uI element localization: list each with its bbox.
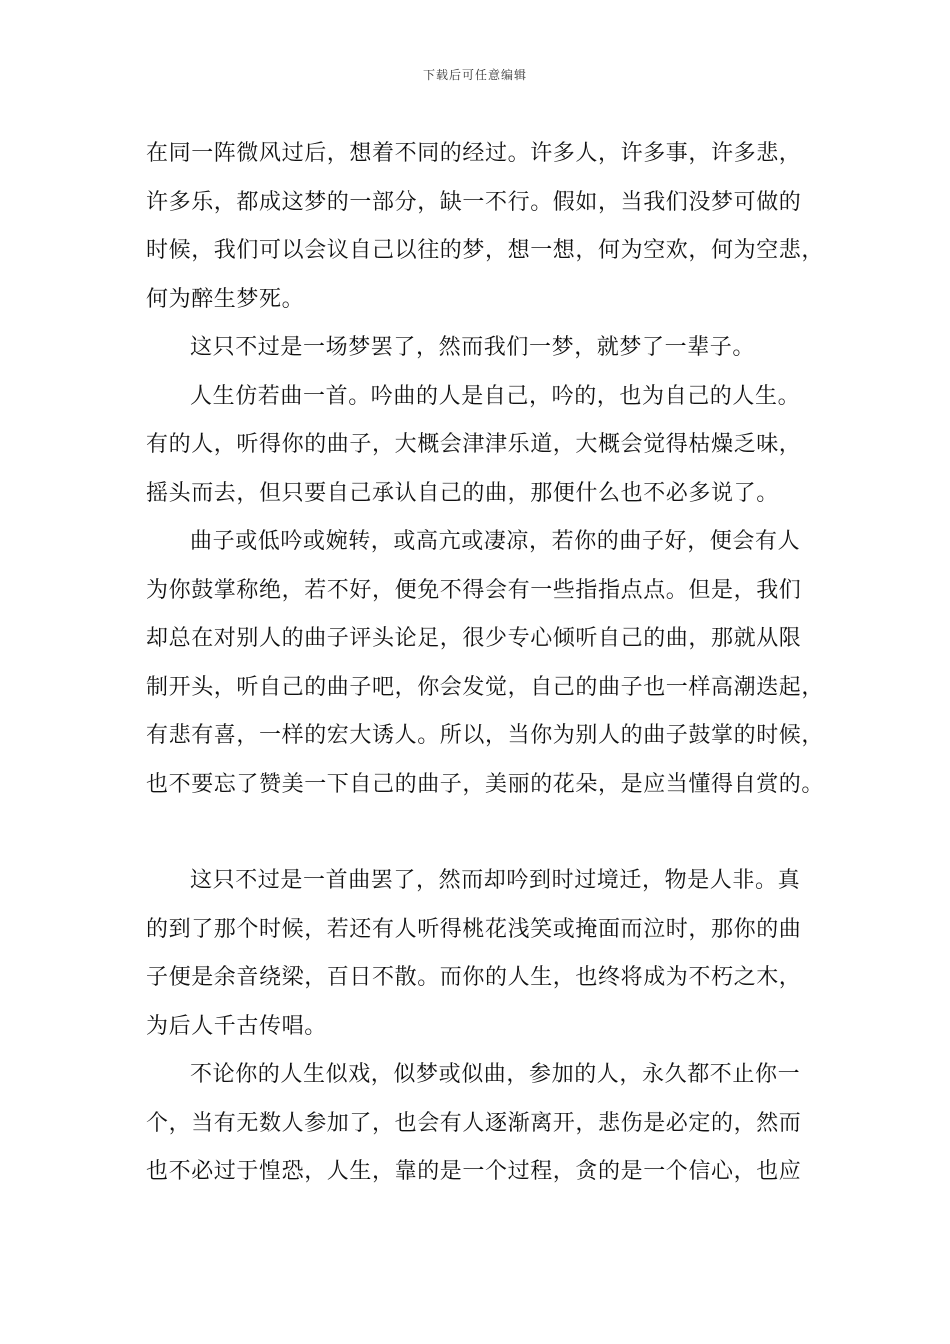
text-line: 为你鼓掌称绝，若不好，便免不得会有一些指指点点。但是，我们 <box>146 577 802 603</box>
text-line: 有的人，听得你的曲子，大概会津津乐道，大概会觉得枯燥乏味， <box>146 432 802 457</box>
text-line: 曲子或低吟或婉转，或高亢或凄凉，若你的曲子好，便会有人 <box>190 529 801 554</box>
document-body <box>146 130 825 1197</box>
text-line: 这只不过是一首曲罢了，然而却吟到时过境迁，物是人非。真 <box>190 868 801 893</box>
text-line: 不论你的人生似戏，似梦或似曲，参加的人，永久都不止你一 <box>190 1062 801 1087</box>
text-line: 也不必过于惶恐，人生，靠的是一个过程，贪的是一个信心，也应 <box>146 1159 802 1184</box>
text-line: 却总在对别人的曲子评头论足，很少专心倾听自己的曲，那就从限 <box>146 626 802 651</box>
text-line: 何为醉生梦死。 <box>146 286 305 312</box>
text-line: 个，当有无数人参加了，也会有人逐渐离开，悲伤是必定的，然而 <box>146 1110 802 1136</box>
paragraph-gap <box>146 809 812 857</box>
text-line: 人生仿若曲一首。吟曲的人是自己，吟的，也为自己的人生。 <box>190 383 801 409</box>
text-line: 许多乐，都成这梦的一部分，缺一不行。假如，当我们没梦可做的 <box>146 189 802 215</box>
text-line: 摇头而去，但只要自己承认自己的曲，那便什么也不必多说了。 <box>146 480 779 506</box>
text-line: 时候，我们可以会议自己以往的梦，想一想，何为空欢，何为空悲， <box>146 238 825 263</box>
page-header: 下载后可任意编辑 <box>422 68 527 82</box>
text-line: 为后人千古传唱。 <box>146 1013 327 1039</box>
text-line: 有悲有喜，一样的宏大诱人。所以，当你为别人的曲子鼓掌的时候， <box>146 723 825 748</box>
text-line: 的到了那个时候，若还有人听得桃花浅笑或掩面而泣时，那你的曲 <box>146 916 802 942</box>
text-line: 也不要忘了赞美一下自己的曲子，美丽的花朵，是应当懂得自赏的。 <box>146 771 825 797</box>
text-line: 制开头，听自己的曲子吧，你会发觉，自己的曲子也一样高潮迭起， <box>146 674 825 700</box>
text-line: 子便是余音绕梁，百日不散。而你的人生，也终将成为不朽之木， <box>146 965 802 990</box>
text-line: 在同一阵微风过后，想着不同的经过。许多人，许多事，许多悲， <box>146 141 802 166</box>
text-line: 这只不过是一场梦罢了，然而我们一梦，就梦了一辈子。 <box>190 335 756 360</box>
